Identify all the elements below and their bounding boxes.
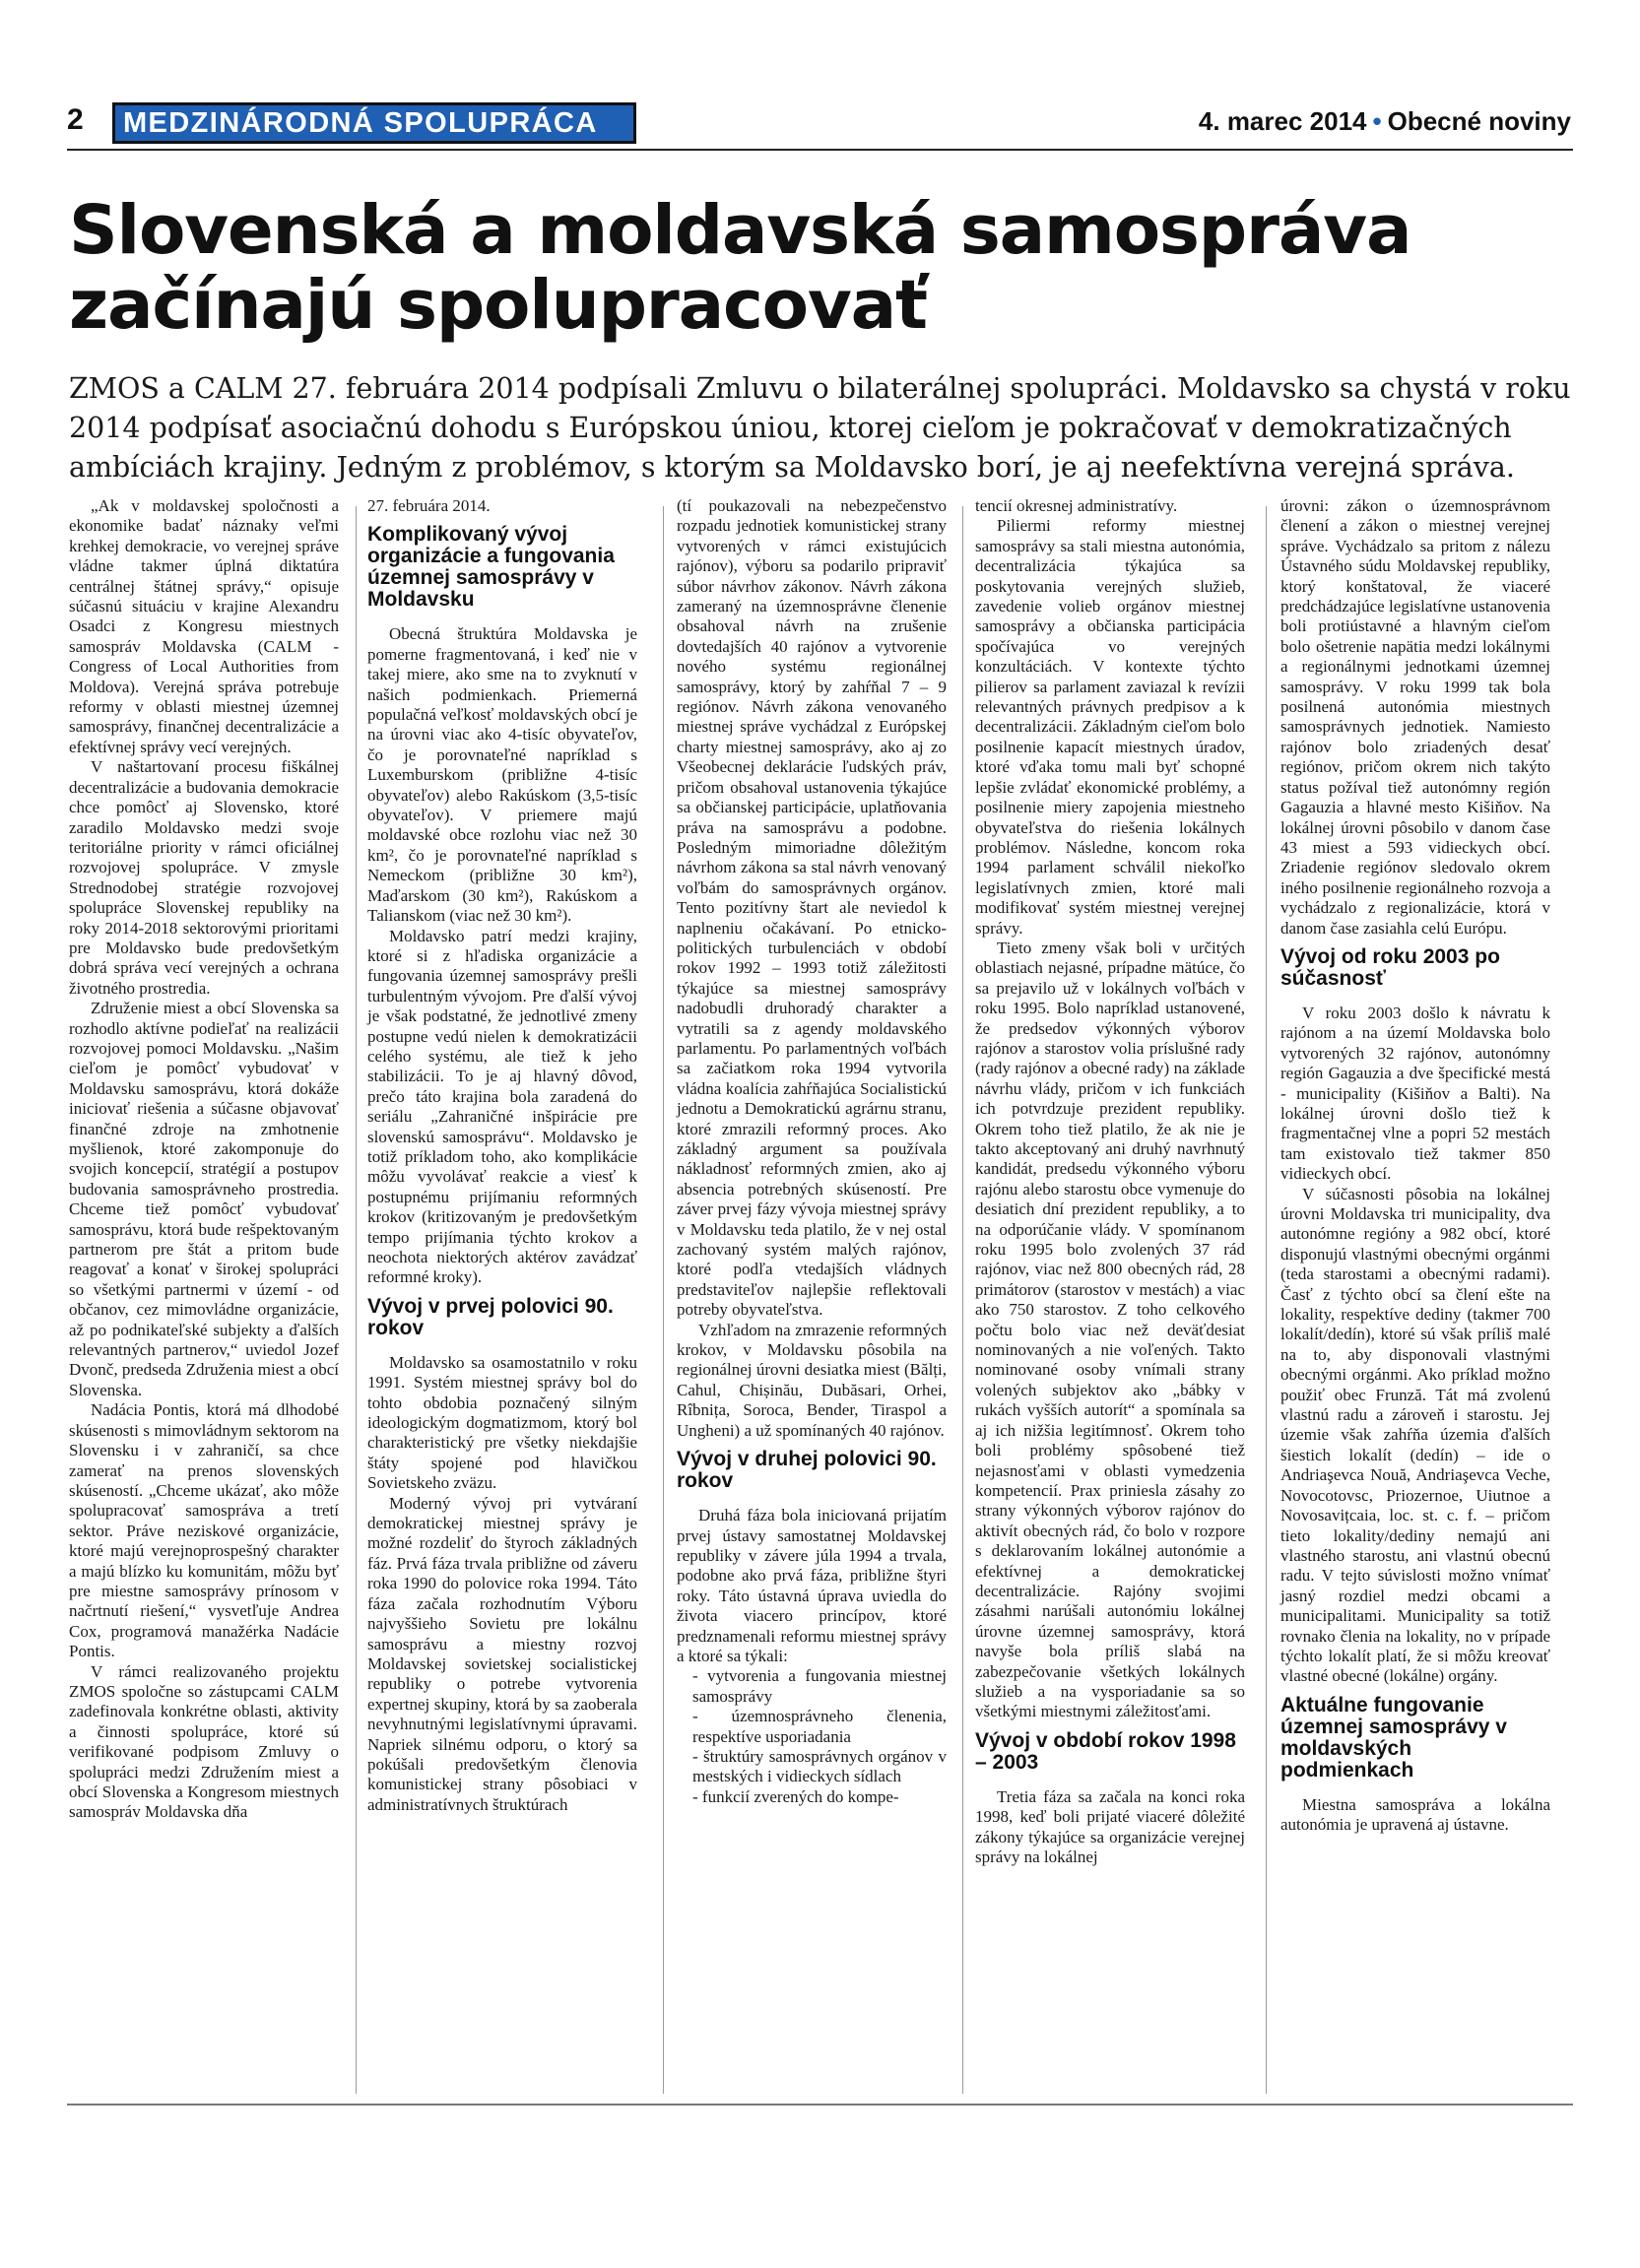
subheading: Vývoj od roku 2003 po súčasnosť <box>1280 944 1500 990</box>
column-2 <box>367 496 637 1815</box>
paragraph: V roku 2003 došlo k návratu k rajónom a na území Moldavska bolo vytvorených 32 rajónov, autonómny región Gagauzia a dve špecifické mestá - municipality (Kišiňov a Balti). Na lokálnej úrovni došlo tiež k fragmentačnej vlne a popri 52 mestách tam existovalo tiež takmer 850 vidieckych obcí. <box>1280 1003 1550 1184</box>
subheading: Vývoj v druhej polovici 90. rokov <box>677 1448 937 1493</box>
column-divider <box>962 506 963 2094</box>
paragraph: Obecná štruktúra Moldavska je pomerne fragmentovaná, i keď nie v takej miere, ako sme na to zvyknutí v našich podmienkach. Priemerná populačná veľkosť moldavských obcí je na úrovni viac ako 4-tisíc obyvateľov, čo je porovnateľné napríklad s Luxemburskom (približne 4-tisíc obyvateľov) alebo Rakúskom (3,5-tisíc obyvateľov). V priemere majú moldavské obce rozlohu viac než 30 km², čo je porovnateľné napríklad s Nemeckom (približne 30 km²), Maďarskom (30 km²), Rakúskom a Talianskom (viac než 30 km²). <box>367 624 637 926</box>
paragraph: Vzhľadom na zmrazenie reformných krokov, v Moldavsku pôsobila na regionálnej úrovni desiatka miest (Bălți, Cahul, Chișinău, Dubăsari, Orhei, Rîbnița, Soroca, Bender, Tiraspol a Ungheni) a už spomínaných 40 rajónov. <box>677 1320 947 1440</box>
list-item: - vytvorenia a fungovania miestnej samosprávy <box>692 1666 947 1706</box>
paragraph: Združenie miest a obcí Slovenska sa rozhodlo aktívne podieľať na realizácii rozvojovej pomoci Moldavsku. „Našim cieľom je pomôcť vybudovať v Moldavsku samosprávu, ktorá dokáže iniciovať riešenia a súčasne objavovať finančné zdroje na zmhotnenie myšlienok, ktoré zakomponuje do svojich koncepcií, stratégií a postupov budovania samosprávneho prostredia. Chceme tiež pomôcť vybudovať samosprávu, ktorá bude rešpektovaným partnerom pre štát a pritom bude reagovať a konať v širokej spolupráci so všetkými partnermi v území - od občanov, cez mimovládne organizácie, až po podnikateľské subjekty a ďalších relevantných partnerov,“ uviedol Jozef Dvonč, predseda Združenia miest a obcí Slovenska. <box>69 999 339 1399</box>
column-4 <box>975 496 1245 1867</box>
paragraph: Miestna samospráva a lokálna autonómia je upravená aj ústavne. <box>1280 1794 1550 1835</box>
page-number: 2 <box>67 103 84 136</box>
lead-line: ambíciách krajiny. Jedným z problémov, s ktorým sa Moldavsko borí, je aj neefektívna verejná správa. <box>69 451 1515 484</box>
paragraph: Tieto zmeny však boli v určitých oblastiach nejasné, prípadne mätúce, čo sa prejavilo už v lokálnych voľbách v roku 1995. Bolo napríklad ustanovené, že predsedov výkonných výborov rajónov a starostov volia príslušné rady (rady rajónov a obecné rady) na základe návrhu vlády, pričom v ich funkciách ich potvrdzuje prezident republiky. Okrem toho tiež platilo, že ak nie je takto akceptovaný ani druhý navrhnutý kandidát, predsedu výkonného výboru rajónu alebo starostu obce vymenuje do desiatich dní prezident republiky, a to na odporúčanie vlády. V spomínanom roku 1995 bolo zvolených 37 rád rajónov, viac než 800 obecných rád, 28 primátorov (starostov v mestách) a viac ako 750 starostov. Z toho celkového počtu bolo viac než deväťdesiat nominovaných a nie voľených. Takto nominované osoby vnímali strany volených subjektov ako „bábky v rukách vyšších autorít“ a spomínala sa aj ich nižšia legitímnosť. Okrem toho boli problémy spôsobené tiež nejasnosťami v oblasti vymedzenia kompetencií. Prax priniesla zásahy zo strany výkonných výborov rajónov do aktivít obecných rád, čo bolo v rozpore s deklarovaním lokálnej autonómie a efektívnej a demokratickej decentralizácie. Rajóny svojimi zásahmi narúšali autonómiu lokálnej úrovne územnej samosprávy, ktorá navyše bola príliš slabá na zabezpečovanie všetkých lokálnych služieb a na vysporiadanie sa so všetkými miestnymi záležitosťami. <box>975 938 1245 1721</box>
column-1 <box>69 496 339 1823</box>
column-5 <box>1280 496 1550 1836</box>
paragraph: tencií okresnej administratívy. <box>975 496 1178 515</box>
section-banner: MEDZINÁRODNÁ SPOLUPRÁCA <box>112 102 636 144</box>
paragraph: Moderný vývoj pri vytváraní demokratickej miestnej správy je možné rozdeliť do štyroch základných fáz. Prvá fáza trvala približne od záveru roka 1990 do polovice roka 1994. Táto fáza začala rozhodnutím Výboru najvyššieho Sovietu pre lokálnu samosprávu a miestny rozvoj Moldavskej sovietskej socialistickej republiky o potrebe vytvorenia expertnej skupiny, ktorá by sa zaoberala nevyhnutnými legislatívnymi úpravami. Napriek silnému odporu, o ktorý sa pokúšali predovšetkým členovia komunistickej strany pôsobiaci v administratívnych štruktúrach <box>367 1493 637 1814</box>
issue-date: 4. marec 2014 <box>1198 106 1367 136</box>
paragraph: „Ak v moldavskej spoločnosti a ekonomike badať náznaky veľmi krehkej demokracie, vo verejnej správe vládne takmer úplná diktatúra centrálnej štátnej správy,“ opisuje súčasnú situáciu v krajine Alexandru Osadci z Kongresu miestnych samospráv Moldavska (CALM - Congress of Local Authorities from Moldova). Verejná správa potrebuje reformy v oblasti miestnej územnej samosprávy, finančnej decentralizácie a efektívnej správy vecí verejných. <box>69 496 339 756</box>
subheading: Aktuálne fungovanie územnej samosprávy v moldavských podmienkach <box>1280 1693 1507 1782</box>
lead-line: ZMOS a CALM 27. februára 2014 podpísali Zmluvu o bilaterálnej spolupráci. Moldavsko sa chystá v roku <box>69 372 1571 405</box>
subheading: Vývoj v období rokov 1998 – 2003 <box>975 1728 1236 1774</box>
paragraph: 27. februára 2014. <box>367 496 491 515</box>
lead-line: 2014 podpísať asociačnú dohodu s Európskou úniou, ktorej cieľom je pokračovať v demokratizačných <box>69 412 1512 444</box>
headline-line: Slovenská a moldavská samospráva <box>69 191 1411 270</box>
headline-line: začínajú spolupracovať <box>69 266 927 345</box>
paragraph: Druhá fáza bola iniciovaná prijatím prvej ústavy samostatnej Moldavskej republiky v závere júla 1994 a trvala, podobne ako prvá fáza, približne štyri roky. Táto ústavná úprava uviedla do života viacero princípov, ktoré predznamenali reformu miestnej správy a ktoré sa týkali: <box>677 1506 947 1665</box>
list-item: - funkcií zverených do kompe- <box>692 1786 899 1806</box>
paragraph: úrovni: zákon o územnosprávnom členení a zákon o miestnej verejnej správe. Vychádzalo sa pritom z nálezu Ústavného súdu Moldavskej republiky, ktorý konštatoval, že viaceré predchádzajúce legislatívne ustanovenia boli protiústavné a hlavným cieľom bolo ošetrenie napätia medzi lokálnymi a regionálnymi jednotkami územnej samosprávy. V roku 1999 tak bola posilnená autonómia miestnych samosprávnych jednotiek. Namiesto rajónov bolo zriadených desať regiónov, pričom okrem nich takýto status požíval tiež autonómny región Gagauzia a hlavné mesto Kišiňov. Na lokálnej úrovni pôsobilo v danom čase 43 miest a 593 vidieckych obcí. Zriadenie regiónov sledovalo okrem iného posilnenie regionálneho rozvoja a vychádzalo z regionalizácie, ktorá v danom čase zasiahla celú Európu. <box>1280 496 1550 938</box>
paragraph: V súčasnosti pôsobia na lokálnej úrovni Moldavska tri municipality, dva autonómne regióny a 982 obcí, ktoré disponujú vlastnými obecnými orgánmi (teda starostami a obecnými radami). Časť z týchto obcí sa člení ešte na lokality, respektíve dediny (takmer 700 lokalít/dedín), ktoré sú však príliš malé na to, aby disponovali vlastnými obecnými orgánmi. Ako príklad možno použiť obec Frunză. Tát má zvolenú vlastnú radu a zároveň i starostu. Jej územie však zahŕňa územia ďalších šiestich lokalít (dedín) – ide o Andriaşevca Nouă, Andriaşevca Veche, Novocotovsc, Priozernoe, Uiutnoe a Novosavițcaia, loc. st. c. f. – pričom tieto lokality/dediny nemajú ani vlastného starostu, ani vlastnú obecnú radu. V tejto súvislosti možno vnímať jasný rozdiel medzi obcami a municipalitami. Municipality sa totiž rovnako členia na lokality, no v prípade týchto lokalít platí, že si môžu kreovať vlastné obecné (lokálne) orgány. <box>1280 1184 1550 1686</box>
header-rule <box>67 149 1573 151</box>
subheading: Vývoj v prvej polovici 90. rokov <box>367 1294 614 1339</box>
paragraph: Tretia fáza sa začala na konci roka 1998, keď boli prijaté viaceré dôležité zákony týkajúce sa organizácie verejnej správy na lokálnej <box>975 1786 1245 1866</box>
bullet-icon: • <box>1372 106 1382 136</box>
column-divider <box>356 506 357 2094</box>
publication-name: Obecné noviny <box>1387 106 1571 136</box>
issue-info <box>1199 104 1571 138</box>
column-3 <box>677 496 947 1807</box>
paragraph: V naštartovaní procesu fiškálnej decentralizácie a budovania demokracie chce pomôcť aj Slovensko, ktoré zaradilo Moldavsko medzi svoje teritoriálne priority v rámci oficiálnej rozvojovej spolupráce. V zmysle Strednodobej stratégie rozvojovej spolupráce Slovenskej republiky na roky 2014-2018 sektorovými prioritami pre Moldavsko bude predovšetkým dobrá správa vecí verejných a ochrana životného prostredia. <box>69 757 339 998</box>
list-item: - územnosprávneho členenia, respektíve usporiadania <box>692 1707 947 1746</box>
paragraph: Piliermi reformy miestnej samosprávy sa stali miestna autonómia, decentralizácia týkajúca sa poskytovania verejných služieb, zavedenie volieb orgánov miestnej samosprávy a občianska participácia spočívajúca vo verejných konzultáciách. V kontexte týchto pilierov sa parlament zaviazal k revízii relevantných právnych predpisov a k decentralizácii. Základným cieľom bolo posilnenie kapacít miestnych úradov, ktoré vďaka tomu mali byť schopné lepšie zvládať ekonomické problémy, a posilnenie miery zapojenia miestneho obyvateľstva do riešenia lokálnych problémov. Následne, koncom roka 1994 parlament schválil niekoľko legislatívnych zmien, ktoré mali modifikovať systém miestnej verejnej správy. <box>975 516 1245 938</box>
article-lead <box>69 369 1576 487</box>
list-item: - štruktúry samosprávnych orgánov v mestských i vidieckych sídlach <box>692 1746 947 1786</box>
subheading: Komplikovaný vývoj organizácie a fungovania územnej samosprávy v Moldavsku <box>367 523 615 612</box>
paragraph: Moldavsko patrí medzi krajiny, ktoré si z hľadiska organizácie a fungovania územnej samosprávy prešli turbulentným vývojom. Pre ďalší vývoj je však podstatné, že jednotlivé zmeny postupne vedú nielen k demokratizácii celého systému, ale tiež k jeho stabilizácii. To je aj hlavný dôvod, prečo táto krajina bola zaradená do seriálu „Zahraničné inšpirácie pre slovenskú samosprávu“. Moldavsko je totiž príkladom toho, ako komplikácie môžu vyvolávať reakcie a viesť k postupnému prijímaniu reformných krokov (kritizovaným je predovšetkým tempo prijímania týchto krokov a neochota niektorých aktérov zavádzať reformné kroky). <box>367 926 637 1287</box>
paragraph: Moldavsko sa osamostatnilo v roku 1991. Systém miestnej správy bol do tohto obdobia poznačený silným ideologickým dogmatizmom, ktorý bol charakteristický pre všetky niekdajšie štáty spojené pod hlavičkou Sovietskeho zväzu. <box>367 1352 637 1493</box>
paragraph: Nadácia Pontis, ktorá má dlhodobé skúsenosti s mimovládnym sektorom na Slovensku i v zahraničí, sa chce zamerať na prenos slovenských skúseností. „Chceme ukázať, ako môže spolupracovať samospráva a tretí sektor. Práve neziskové organizácie, ktoré majú verejnoprospešný charakter a majú blízko ku komunitám, môžu byť pre miestne samosprávy prínosom v načrtnutí riešení,“ vysvetľuje Andrea Cox, programová manažérka Nadácie Pontis. <box>69 1400 339 1661</box>
column-divider <box>1266 506 1267 2094</box>
column-divider <box>663 506 664 2094</box>
article-headline <box>69 193 1546 343</box>
paragraph: V rámci realizovaného projektu ZMOS spoločne so zástupcami CALM zadefinovala konkrétne oblasti, aktivity a činnosti spolupráce, ktoré sú verifikované podpisom Zmluvy o spolupráci medzi Združením miest a obcí Slovenska a Kongresom miestnych samospráv Moldavska dňa <box>69 1661 339 1822</box>
footer-rule <box>67 2104 1573 2106</box>
paragraph: (tí poukazovali na nebezpečenstvo rozpadu jednotiek komunistickej strany vytvorených v rámci existujúcich rajónov), výboru sa podarilo pripraviť súbor návrhov zákonov. Návrh zákona zameraný na územnosprávne členenie obsahoval návrh na zrušenie dovtedajších 40 rajónov a vytvorenie nového systému regionálnej samosprávy, ktorý by zahŕňal 7 – 9 regiónov. Návrh zákona venovaného miestnej správe vychádzal z Európskej charty miestnej samosprávy, ako aj zo Všeobecnej deklarácie ľudských práv, pričom obsahoval ustanovenia týkajúce sa občianskej participácie, uplatňovania práva na samosprávu a podobne. Posledným mimoriadne dôležitým návrhom zákona sa stal návrh venovaný voľbám do samosprávnych orgánov. Tento pozitívny štart ale neviedol k naplneniu očakávaní. Po etnicko-politických turbulenciách v období rokov 1992 – 1993 totiž záležitosti týkajúce sa miestnej samosprávy nadobudli druhoradý charakter a vytratili sa z agendy moldavského parlamentu. Po parlamentných voľbách sa začiatkom roka 1994 vytvorila vládna koalícia zahŕňajúca Socialistickú jednotu a Demokratickú agrárnu stranu, ktoré zmrazili reformný proces. Ako základný argument sa používala nákladnosť reformných zmien, ako aj absencia potrebných skúseností. Pre záver prvej fázy vývoja miestnej správy v Moldavsku teda platilo, že v nej ostal zachovaný systém malých rajónov, ktoré podľa vtedajších vládnych predstaviteľov najlepšie reflektovali potreby obyvateľstva. <box>677 496 947 1320</box>
